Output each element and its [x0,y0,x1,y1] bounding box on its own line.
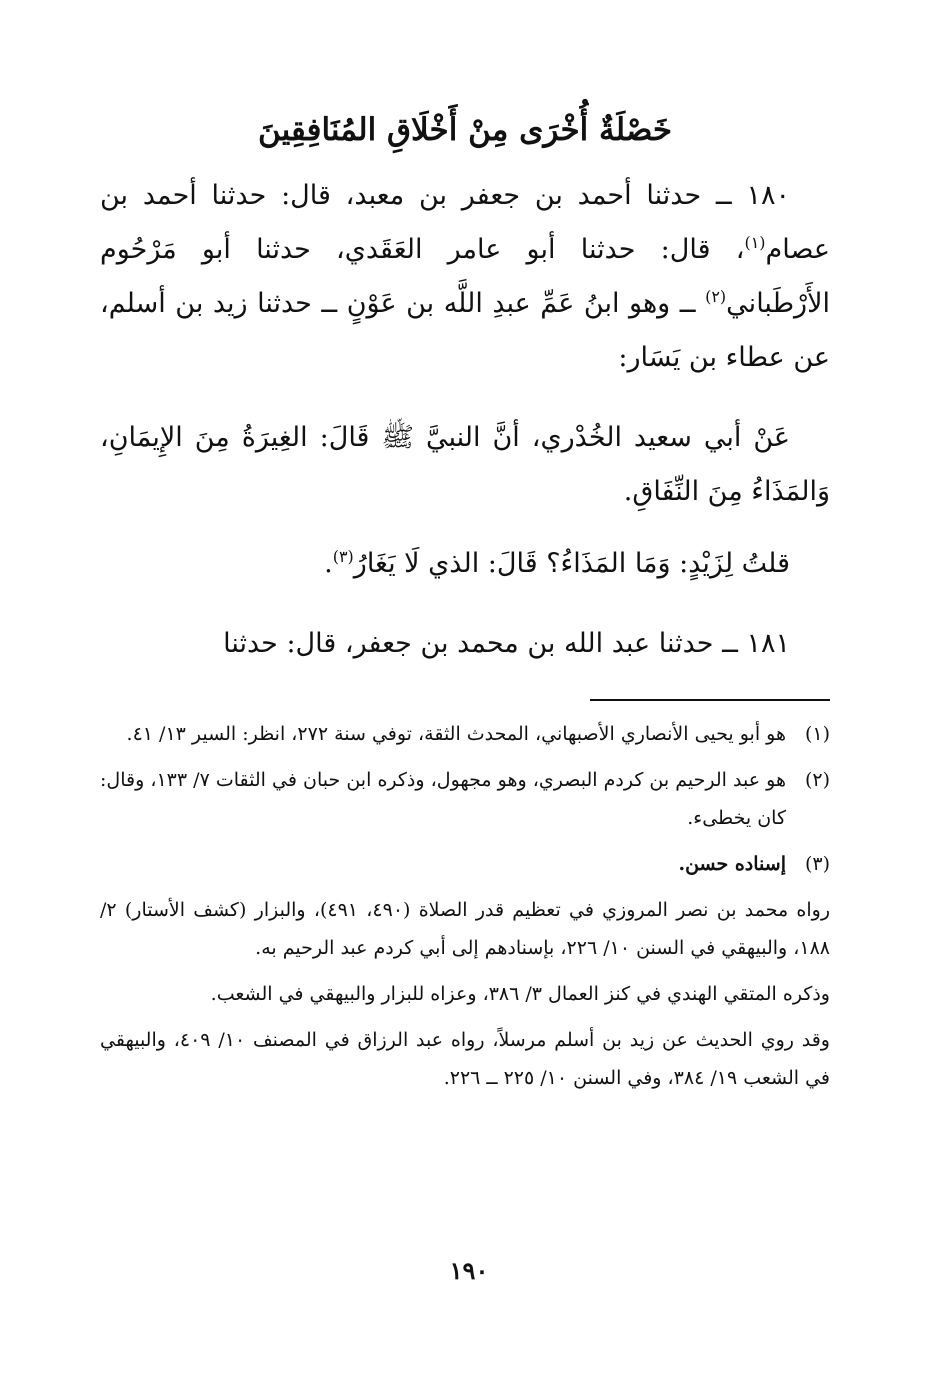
footnote-1-text: هو أبو يحيى الأنصاري الأصبهاني، المحدث الثقة، توفي سنة ٢٧٢، انظر: السير ١٣/ ٤١. [126,723,786,745]
footnote-2-number: (٢) [804,769,830,791]
footnote-1-number: (١) [804,723,830,745]
footnote-ref-1[interactable]: (١) [744,233,766,252]
footnote-3-continuation-3: وقد روي الحديث عن زيد بن أسلم مرسلاً، رواه عبد الرزاق في المصنف ١٠/ ٤٠٩، والبيهقي في الشعب ١٩/ ٣٨٤، وفي السنن ١٠/ ٢٢٥ ــ ٢٢٦. [100,1029,830,1089]
footnote-ref-2[interactable]: (٢) [705,287,727,306]
footnote-3-number: (٣) [804,853,830,875]
footnote-2-text: هو عبد الرحيم بن كردم البصري، وهو مجهول، وذكره ابن حبان في الثقات ٧/ ١٣٣، وقال: كان يخطىء. [100,769,786,829]
footnote-3-heading [100,845,786,883]
hadith-180-question-text: قلتُ لِزَيْدٍ: وَمَا المَذَاءُ؟ قَالَ: الذي لَا يَغَارُ [353,548,790,579]
footnote-2 [100,761,830,837]
hadith-180-text: عَنْ أبي سعيد الخُدْري، أنَّ النبيَّ ﷺ قَالَ: الغِيرَةُ مِنَ الإِيمَانِ، وَالمَذَاءُ مِنَ النِّفَاقِ. [100,422,830,507]
page-number: ١٩٠ [449,1256,489,1285]
hadith-180-question [100,537,830,591]
hadith-180-chain-part2: ، قال: حدثنا أبو عامر العَقَدي، حدثنا أبو مَرْحُوم الأَرْطَباني [100,234,830,319]
footnote-3 [100,845,830,883]
hadith-180-chain-part3: ــ وهو ابنُ عَمِّ عبدِ اللَّه بن عَوْنٍ ــ حدثنا زيد بن أسلم، عن عطاء بن يَسَار: [100,288,830,373]
book-page [100,95,830,1105]
footnote-3-continuation-1: رواه محمد بن نصر المروزي في تعظيم قدر الصلاة (٤٩٠، ٤٩١)، والبزار (كشف الأستار) ٢/ ١٨٨، والبيهقي في السنن ١٠/ ٢٢٦، بإسنادهم إلى أبي كردم عبد الرحيم به. [100,899,830,959]
footnotes [100,715,830,1097]
footnote-3-continuation-2: وذكره المتقي الهندي في كنز العمال ٣/ ٣٨٦، وعزاه للبزار والبيهقي في الشعب. [210,983,830,1005]
footnote-divider [590,699,830,701]
hadith-180-chain [100,169,830,385]
hadith-180-chain-part1: ١٨٠ ــ حدثنا أحمد بن جعفر بن معبد، قال: حدثنا أحمد بن عصام [100,180,830,265]
chapter-title: خَصْلَةٌ أُخْرَى مِنْ أَخْلَاقِ المُنَافِقِينَ [257,112,672,148]
footnote-1 [100,715,830,753]
footnote-3-heading-text: إسناده حسن. [678,853,786,875]
hadith-181-chain: ١٨١ ــ حدثنا عبد الله بن محمد بن جعفر، قال: حدثنا [223,628,790,659]
footnote-ref-3[interactable]: (٣) [332,547,354,566]
hadith-180-question-end: . [324,548,333,579]
